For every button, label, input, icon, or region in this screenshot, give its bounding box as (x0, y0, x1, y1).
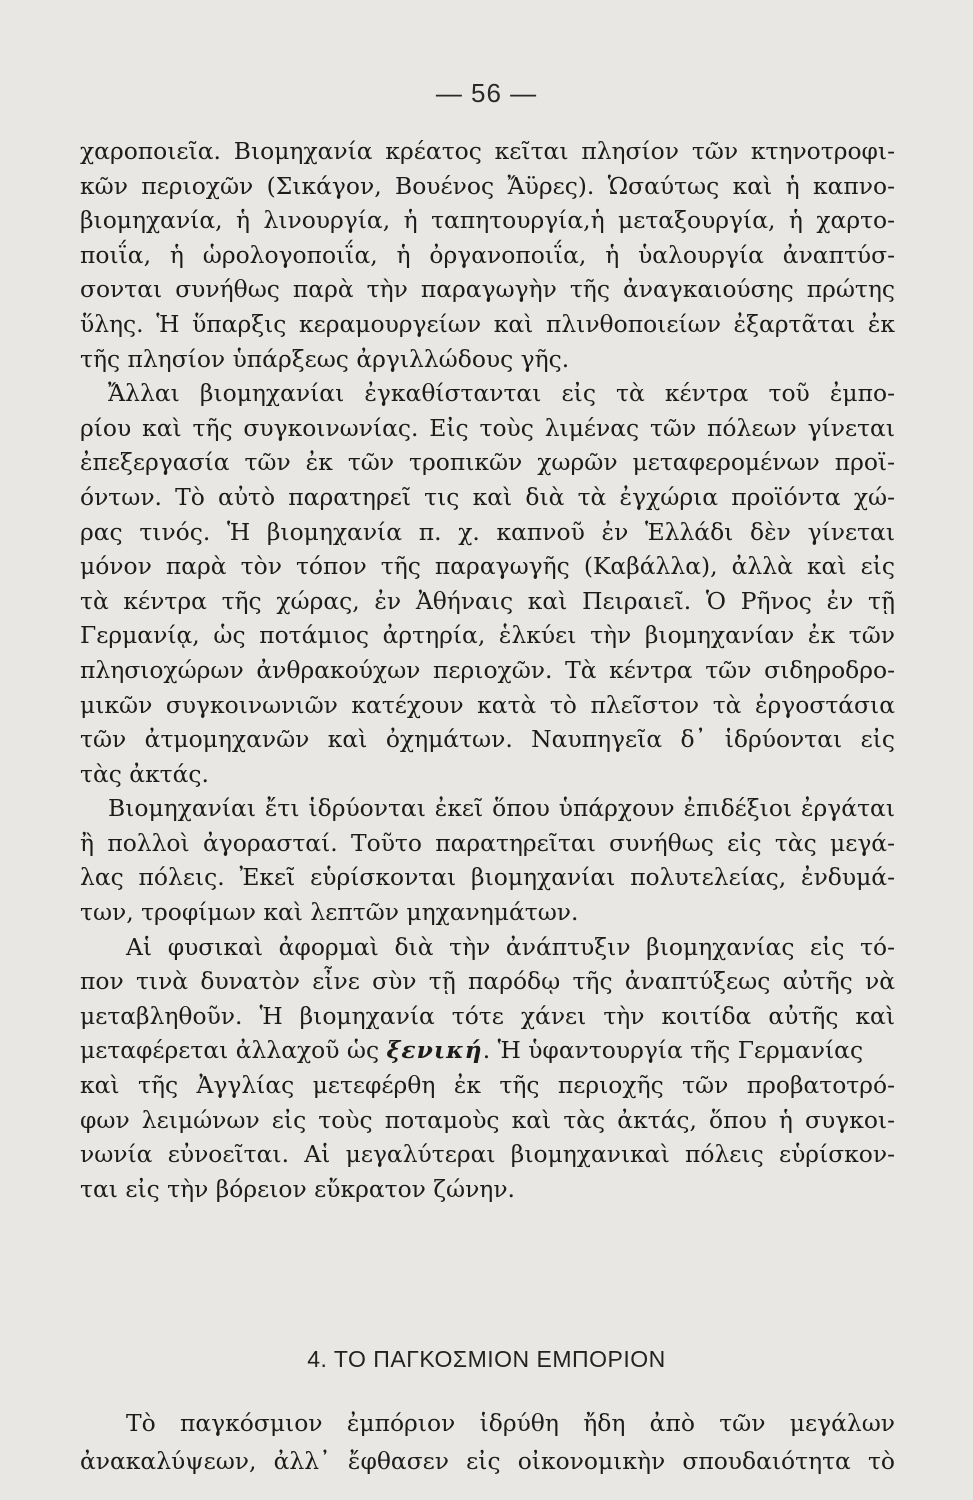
text-line: Γερμανίᾳ, ὡς ποτάμιος ἀρτηρία, ἑλκύει τὴν βιομηχανίαν ἐκ τῶν (80, 621, 895, 650)
text-line: σονται συνήθως παρὰ τὴν παραγωγὴν τῆς ἀναγκαιούσης πρώτης (80, 275, 895, 304)
paragraph-3 (80, 791, 895, 929)
text-line: πλησιοχώρων ἀνθρακούχων περιοχῶν. Τὰ κέντρα τῶν σιδηροδρο- (80, 655, 895, 684)
section-body-text (80, 1404, 895, 1480)
text-line: ται εἰς τὴν βόρειον εὔκρατον ζώνην. (80, 1174, 515, 1203)
text-line: μικῶν συγκοινωνιῶν κατέχουν κατὰ τὸ πλεῖστον τὰ ἐργοστάσια (80, 690, 895, 719)
text-line: ὕλης. Ἡ ὕπαρξις κεραμουργείων καὶ πλινθοποιείων ἐξαρτᾶται ἐκ (80, 309, 895, 338)
text-line: ρας τινός. Ἡ βιομηχανία π. χ. καπνοῦ ἐν Ἑλλάδι δὲν γίνεται (80, 517, 895, 546)
text-line: όντων. Τὸ αὐτὸ παρατηρεῖ τις καὶ διὰ τὰ ἐγχώρια προϊόντα χώ- (80, 482, 895, 511)
text-line: Ἄλλαι βιομηχανίαι ἐγκαθίστανται εἰς τὰ κέντρα τοῦ ἐμπο- (108, 379, 895, 408)
section-heading: 4. ΤΟ ΠΑΓΚΟΣΜΙΟΝ ΕΜΠΟΡΙΟΝ (307, 1346, 666, 1372)
text-line: τῆς πλησίον ὑπάρξεως ἀργιλλώδους γῆς. (80, 344, 570, 373)
page-number: — 56 — (435, 78, 538, 108)
text-line: ἐπεξεργασία τῶν ἐκ τῶν τροπικῶν χωρῶν μεταφερομένων προϊ- (80, 448, 895, 477)
text-line: φων λειμώνων εἰς τοὺς ποταμοὺς καὶ τὰς ἀκτάς, ὅπου ἡ συγκοι- (80, 1105, 895, 1134)
text-line: βιομηχανία, ἡ λινουργία, ἡ ταπητουργία,ἡ μεταξουργία, ἡ χαρτο- (80, 206, 895, 235)
paragraph-4 (80, 930, 895, 1207)
text-line: μεταβληθοῦν. Ἡ βιομηχανία τότε χάνει τὴν κοιτίδα αὐτῆς καὶ (80, 1001, 895, 1030)
text-line: ἢ πολλοὶ ἀγορασταί. Τοῦτο παρατηρεῖται συνήθως εἰς τὰς μεγά- (80, 828, 895, 857)
text-line: τῶν ἀτμομηχανῶν καὶ ὀχημάτων. Ναυπηγεῖα δ᾽ ἱδρύονται εἰς (80, 725, 895, 754)
text-line: καὶ τῆς Ἀγγλίας μετεφέρθη ἐκ τῆς περιοχῆς τῶν προβατοτρό- (80, 1071, 895, 1100)
paragraph-1 (80, 134, 895, 376)
text-line: ρίου καὶ τῆς συγκοινωνίας. Εἰς τοὺς λιμένας τῶν πόλεων γίνεται (80, 413, 895, 442)
text-line: πον τινὰ δυνατὸν εἶνε σὺν τῇ παρόδῳ τῆς ἀναπτύξεως αὐτῆς νὰ (80, 967, 895, 996)
emphasized-word: ξενική (386, 1036, 483, 1065)
text-line: λας πόλεις. Ἐκεῖ εὑρίσκονται βιομηχανίαι πολυτελείας, ἐνδυμά- (80, 863, 895, 892)
text-line: μόνον παρὰ τὸν τόπον τῆς παραγωγῆς (Καβάλλα), ἀλλὰ καὶ εἰς (80, 552, 895, 581)
paragraph-2 (80, 376, 895, 791)
text-line: Τὸ παγκόσμιον ἐμπόριον ἱδρύθη ἤδη ἀπὸ τῶν μεγάλων (126, 1409, 895, 1437)
text-line: νωνία εὐνοεῖται. Αἱ μεγαλύτεραι βιομηχανικαὶ πόλεις εὑρίσκον- (80, 1140, 895, 1169)
text-line: κῶν περιοχῶν (Σικάγον, Βουένος Ἄϋρες). Ὡσαύτως καὶ ἡ καπνο- (80, 171, 895, 200)
text-line: χαροποιεῖα. Βιομηχανία κρέατος κεῖται πλησίον τῶν κτηνοτροφι- (80, 137, 895, 165)
text-line: τὰς ἀκτάς. (80, 759, 209, 788)
text-line: των, τροφίμων καὶ λεπτῶν μηχανημάτων. (80, 898, 579, 927)
text-line-with-emphasis (80, 1033, 895, 1068)
text-line: ποιΐα, ἡ ὡρολογοποιΐα, ἡ ὀργανοποιΐα, ἡ ὑαλουργία ἀναπτύσ- (80, 240, 895, 269)
text-fragment: . Ἡ ὑφαντουργία τῆς Γερμανίας (482, 1036, 864, 1065)
text-line: τὰ κέντρα τῆς χώρας, ἐν Ἀθήναις καὶ Πειραιεῖ. Ὁ Ρῆνος ἐν τῇ (80, 586, 895, 615)
text-line: ἀνακαλύψεων, ἀλλ᾽ ἔφθασεν εἰς οἰκονομικὴν σπουδαιότητα τὸ (80, 1447, 895, 1475)
text-line: Βιομηχανίαι ἔτι ἱδρύονται ἐκεῖ ὅπου ὑπάρχουν ἐπιδέξιοι ἐργάται (108, 794, 895, 823)
body-text (80, 134, 895, 1206)
text-line: Αἱ φυσικαὶ ἀφορμαὶ διὰ τὴν ἀνάπτυξιν βιομηχανίας εἰς τό- (126, 932, 895, 961)
text-fragment: μεταφέρεται ἀλλαχοῦ ὡς (80, 1036, 380, 1065)
